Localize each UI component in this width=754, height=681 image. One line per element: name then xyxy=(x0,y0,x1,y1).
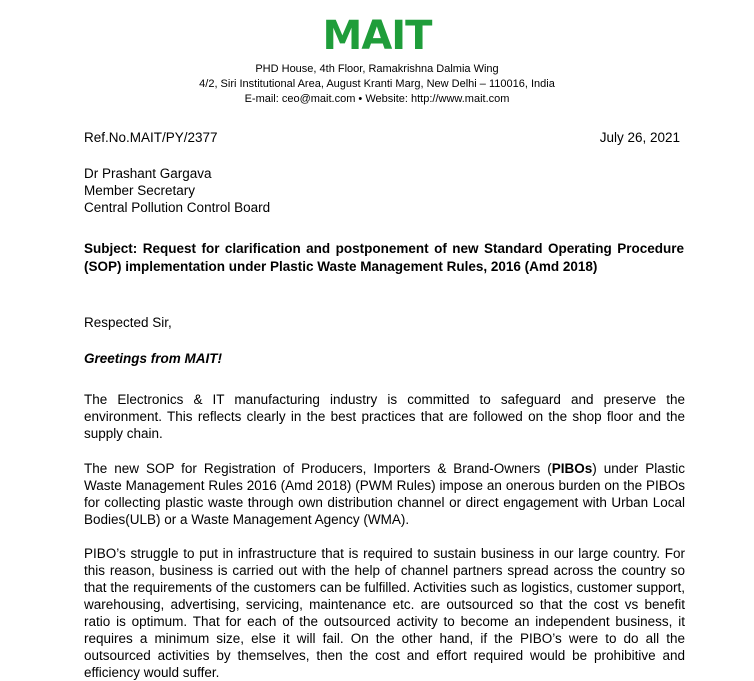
mait-logo: MAIT xyxy=(322,13,432,59)
paragraph-1: The Electronics & IT manufacturing industry is committed to safeguard and preserve the environment. This reflects clearly in the best practices that are followed on the shop floor and the supply chain. xyxy=(84,392,685,441)
greeting: Greetings from MAIT! xyxy=(84,351,223,366)
paragraph-2-text-end: ) under Plastic Waste Management Rules 2016 (Amd 2018) (PWM Rules) impose an onerous burden on the PIBOs for collecting plastic waste through own distribution channel or direct engagement with Urban Local Bodies(ULB) or a Waste Management Agency (WMA). xyxy=(84,461,686,527)
address-line-2: 4/2, Siri Institutional Area, August Kranti Marg, New Delhi – 110016, India xyxy=(199,78,555,90)
recipient-designation: Member Secretary xyxy=(84,183,196,198)
recipient-block xyxy=(84,165,270,216)
recipient-name: Dr Prashant Gargava xyxy=(84,166,212,181)
paragraph-3: PIBO’s struggle to put in infrastructure that is required to sustain business in our large country. For this reason, business is carried out with the help of channel partners spread across the country so that the requirements of the customers can be fulfilled. Activities such as logistics, customer support, warehousing, advertising, servicing, maintenance etc. are outsourced so that the cost vs benefit ratio is optimum. That for each of the outsourced activity to become an independent business, it requires a minimum size, else it will fail. On the other hand, if the PIBO’s were to do all the outsourced activities by themselves, then the cost and effort required would be prohibitive and efficiency would suffer. xyxy=(84,546,685,680)
subject-line: Subject: Request for clarification and postponement of new Standard Operating Procedure (SOP) implementation under Plastic Waste Management Rules, 2016 (Amd 2018) xyxy=(84,241,684,274)
salutation: Respected Sir, xyxy=(84,315,172,330)
contact-line: E-mail: ceo@mait.com • Website: http://www.mait.com xyxy=(244,93,510,105)
paragraph-2 xyxy=(84,460,685,528)
address-line-1: PHD House, 4th Floor, Ramakrishna Dalmia Wing xyxy=(255,63,499,75)
recipient-organization: Central Pollution Control Board xyxy=(84,200,271,215)
paragraph-2-text-start: The new SOP for Registration of Producers, Importers & Brand-Owners ( xyxy=(84,461,552,476)
pibos-bold-term: PIBOs xyxy=(551,461,593,476)
reference-number: Ref.No.MAIT/PY/2377 xyxy=(84,130,218,145)
letter-date: July 26, 2021 xyxy=(599,130,680,145)
